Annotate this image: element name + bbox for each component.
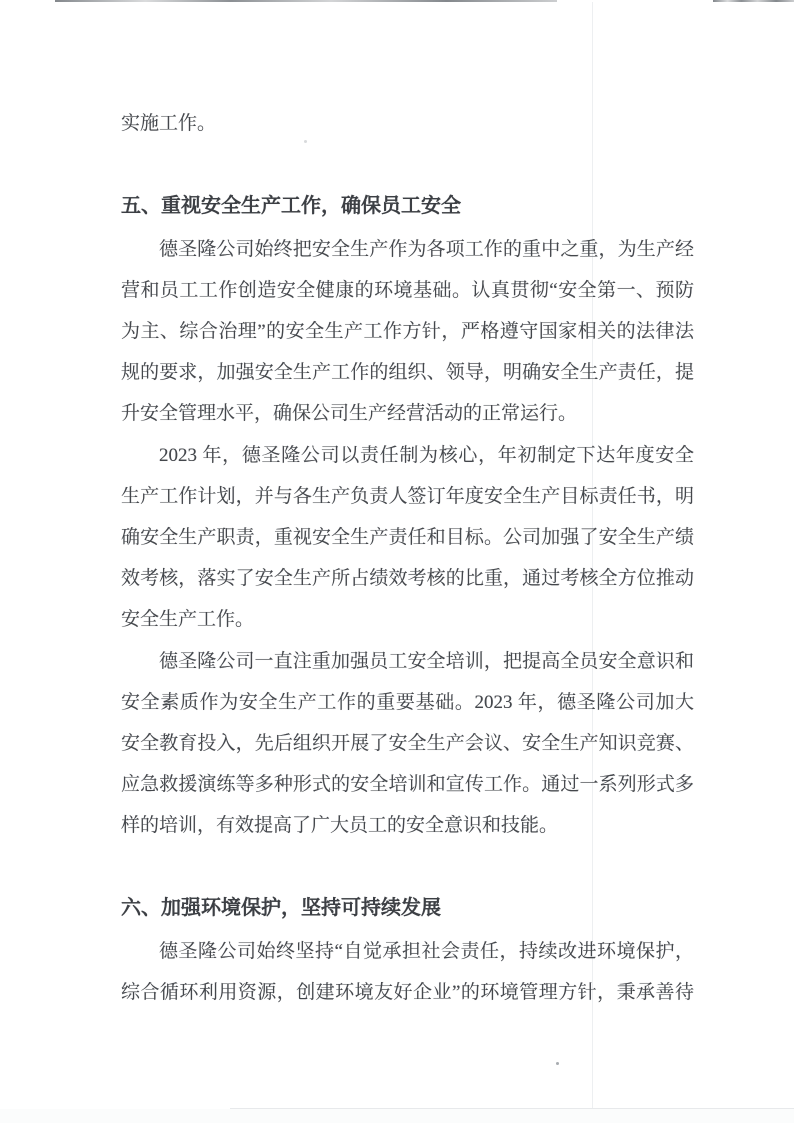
text-line: 安全教育投入，先后组织开展了安全生产会议、安全生产知识竞赛、 bbox=[121, 733, 694, 754]
text-line: 确安全生产职责，重视安全生产责任和目标。公司加强了安全生产绩 bbox=[121, 527, 694, 548]
text-line: 安全素质作为安全生产工作的重要基础。2023 年，德圣隆公司加大 bbox=[121, 692, 694, 713]
scan-speck bbox=[556, 1062, 559, 1065]
section-heading-5: 五、重视安全生产工作，确保员工安全 bbox=[121, 195, 461, 217]
text-line: 规的要求，加强安全生产工作的组织、领导，明确安全生产责任，提 bbox=[121, 362, 694, 383]
text-line: 实施工作。 bbox=[121, 113, 217, 134]
text-line: 德圣隆公司一直注重加强员工安全培训，把提高全员安全意识和 bbox=[159, 651, 694, 672]
text-line: 德圣隆公司始终坚持“自觉承担社会责任，持续改进环境保护， bbox=[159, 941, 694, 962]
paragraph bbox=[121, 435, 694, 640]
text-line: 升安全管理水平，确保公司生产经营活动的正常运行。 bbox=[121, 403, 578, 424]
text-line: 样的培训，有效提高了广大员工的安全意识和技能。 bbox=[121, 815, 559, 836]
text-line: 为主、综合治理”的安全生产工作方针，严格遵守国家相关的法律法 bbox=[121, 321, 694, 342]
paragraph bbox=[121, 931, 694, 1013]
content-column bbox=[121, 0, 694, 1013]
paragraph bbox=[121, 229, 694, 434]
text-line: 安全生产工作。 bbox=[121, 609, 255, 630]
paragraph bbox=[121, 641, 694, 846]
section-heading-6: 六、加强环境保护，坚持可持续发展 bbox=[121, 897, 441, 919]
text-line: 营和员工工作创造安全健康的环境基础。认真贯彻“安全第一、预防 bbox=[121, 280, 694, 301]
text-line: 效考核，落实了安全生产所占绩效考核的比重，通过考核全方位推动 bbox=[121, 568, 694, 589]
text-line: 2023 年，德圣隆公司以责任制为核心，年初制定下达年度安全 bbox=[159, 445, 694, 466]
text-line: 德圣隆公司始终把安全生产作为各项工作的重中之重，为生产经 bbox=[159, 239, 694, 260]
paragraph-tail bbox=[121, 103, 694, 144]
text-line: 综合循环利用资源，创建环境友好企业”的环境管理方针，秉承善待 bbox=[121, 982, 694, 1003]
scan-bottom-margin bbox=[0, 1109, 794, 1123]
text-line: 生产工作计划，并与各生产负责人签订年度安全生产目标责任书，明 bbox=[121, 486, 694, 507]
scan-top-edge-artifact bbox=[713, 0, 794, 2]
text-line: 应急救援演练等多种形式的安全培训和宣传工作。通过一系列形式多 bbox=[121, 774, 694, 795]
